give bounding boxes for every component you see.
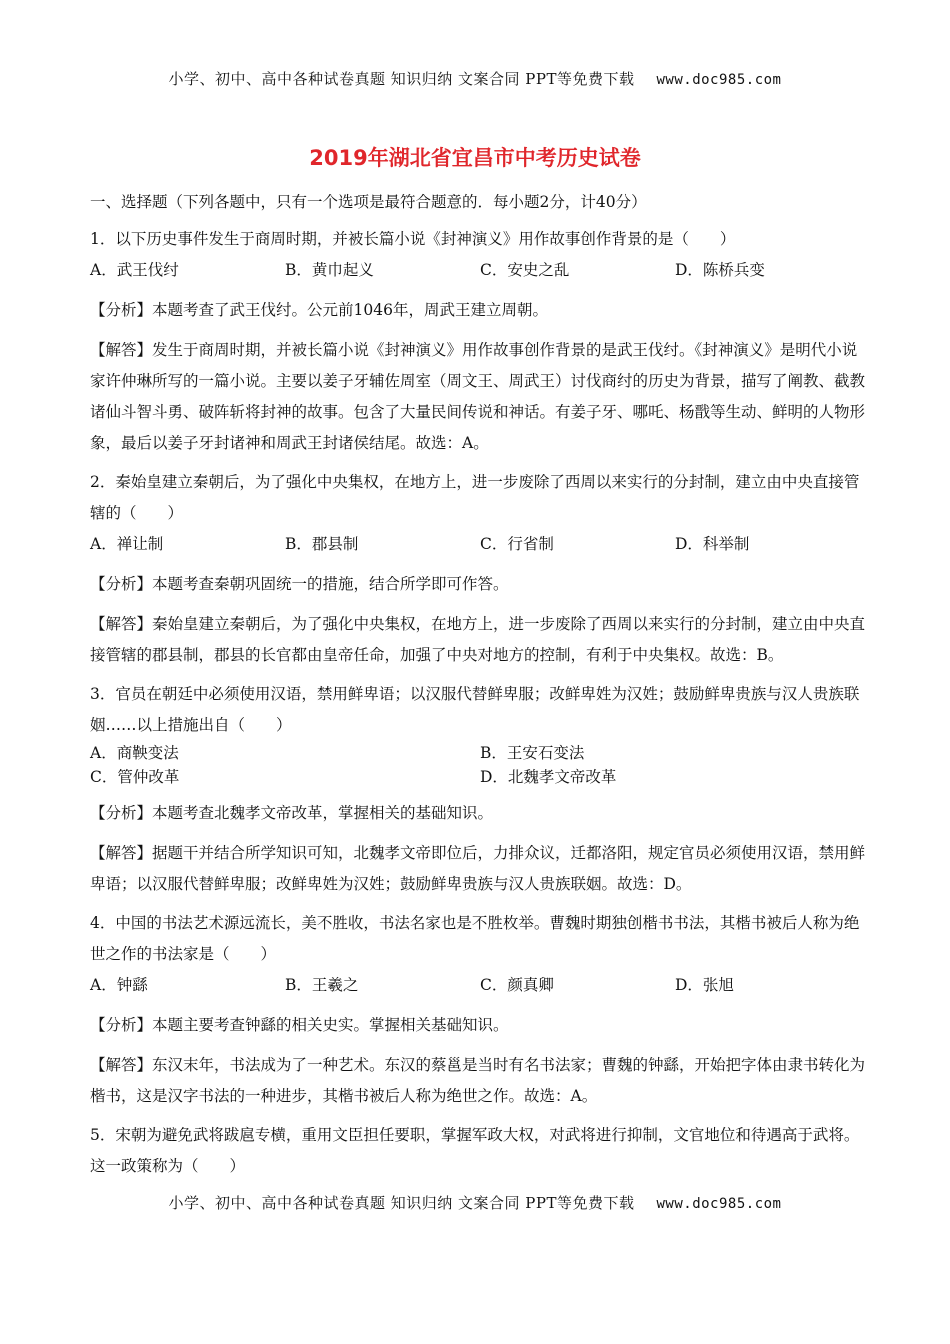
- options-grid: [90, 741, 870, 789]
- header-site-link[interactable]: www.doc985.com: [656, 72, 782, 88]
- question-stem: 3．官员在朝廷中必须使用汉语，禁用鲜卑语；以汉服代替鲜卑服；改鲜卑姓为汉姓；鼓励鲜卑贵族与汉人贵族联姻……以上措施出自（ ）: [90, 685, 860, 734]
- analysis-text: 【分析】本题考查秦朝巩固统一的措施，结合所学即可作答。: [90, 575, 509, 593]
- question-stem: 1．以下历史事件发生于商周时期，并被长篇小说《封神演义》用作故事创作背景的是（ ）: [90, 230, 736, 248]
- option-c: C．行省制: [480, 535, 554, 553]
- option-c: C．管仲改革: [90, 768, 180, 786]
- answer-text: 【解答】发生于商周时期，并被长篇小说《封神演义》用作故事创作背景的是武王伐纣。《封神演义》是明代小说家许仲琳所写的一篇小说。主要以姜子牙辅佐周室（周文王、周武王）讨伐商纣的历史为背景，描写了阐教、截教诸仙斗智斗勇、破阵斩将封神的故事。包含了大量民间传说和神话。有姜子牙、哪吒、杨戬等生动、鲜明的人物形象，最后以姜子牙封诸神和周武王封诸侯结尾。故选：A。: [90, 341, 866, 452]
- option-a: A．商鞅变法: [90, 744, 179, 762]
- option-a: A．禅让制: [90, 535, 164, 553]
- section-header: 一、选择题（下列各题中，只有一个选项是最符合题意的．每小题2分，计40分）: [90, 193, 647, 211]
- analysis-text: 【分析】本题考查北魏孝文帝改革，掌握相关的基础知识。: [90, 804, 494, 822]
- option-d: D．张旭: [675, 976, 734, 994]
- question-1: [90, 224, 870, 459]
- footer-site-link[interactable]: www.doc985.com: [656, 1196, 782, 1212]
- options-row: [90, 529, 870, 560]
- analysis-text: 【分析】本题考查了武王伐纣。公元前1046年，周武王建立周朝。: [90, 301, 548, 319]
- page-footer: [0, 1192, 950, 1213]
- option-d: D．科举制: [675, 535, 750, 553]
- answer-text: 【解答】据题干并结合所学知识可知，北魏孝文帝即位后，力排众议，迁都洛阳，规定官员必须使用汉语，禁用鲜卑语；以汉服代替鲜卑服；改鲜卑姓为汉姓；鼓励鲜卑贵族与汉人贵族联姻。故选：D。: [90, 844, 866, 893]
- options-row: [90, 255, 870, 286]
- footer-text: 小学、初中、高中各种试卷真题 知识归纳 文案合同 PPT等免费下载: [168, 1194, 635, 1212]
- option-a: A．钟繇: [90, 976, 148, 994]
- analysis-text: 【分析】本题主要考查钟繇的相关史实。掌握相关基础知识。: [90, 1016, 509, 1034]
- header-text: 小学、初中、高中各种试卷真题 知识归纳 文案合同 PPT等免费下载: [168, 70, 635, 88]
- question-3: [90, 679, 870, 900]
- question-stem: 4．中国的书法艺术源远流长，美不胜收，书法名家也是不胜枚举。曹魏时期独创楷书书法，其楷书被后人称为绝世之作的书法家是（ ）: [90, 914, 860, 963]
- page-header: [0, 68, 950, 89]
- answer-text: 【解答】东汉末年，书法成为了一种艺术。东汉的蔡邕是当时有名书法家；曹魏的钟繇，开始把字体由隶书转化为楷书，这是汉字书法的一种进步，其楷书被后人称为绝世之作。故选：A。: [90, 1056, 866, 1105]
- option-a: A．武王伐纣: [90, 261, 179, 279]
- question-stem: 5．宋朝为避免武将跋扈专横，重用文臣担任要职，掌握军政大权，对武将进行抑制，文官地位和待遇高于武将。这一政策称为（ ）: [90, 1126, 860, 1175]
- options-row: [90, 970, 870, 1001]
- question-5: [90, 1120, 870, 1182]
- option-d: D．北魏孝文帝改革: [480, 768, 617, 786]
- page-title: 2019年湖北省宜昌市中考历史试卷: [309, 146, 641, 170]
- question-4: [90, 908, 870, 1112]
- exam-content: [90, 187, 870, 1182]
- option-c: C．安史之乱: [480, 261, 570, 279]
- option-c: C．颜真卿: [480, 976, 554, 994]
- answer-text: 【解答】秦始皇建立秦朝后，为了强化中央集权，在地方上，进一步废除了西周以来实行的分封制，建立由中央直接管辖的郡县制，郡县的长官都由皇帝任命，加强了中央对地方的控制，有利于中央集权。故选：B。: [90, 615, 866, 664]
- option-b: B．郡县制: [285, 535, 359, 553]
- option-b: B．王安石变法: [480, 744, 585, 762]
- option-b: B．王羲之: [285, 976, 359, 994]
- question-2: [90, 467, 870, 671]
- option-b: B．黄巾起义: [285, 261, 374, 279]
- option-d: D．陈桥兵变: [675, 261, 765, 279]
- question-stem: 2．秦始皇建立秦朝后，为了强化中央集权，在地方上，进一步废除了西周以来实行的分封制，建立由中央直接管辖的（ ）: [90, 473, 860, 522]
